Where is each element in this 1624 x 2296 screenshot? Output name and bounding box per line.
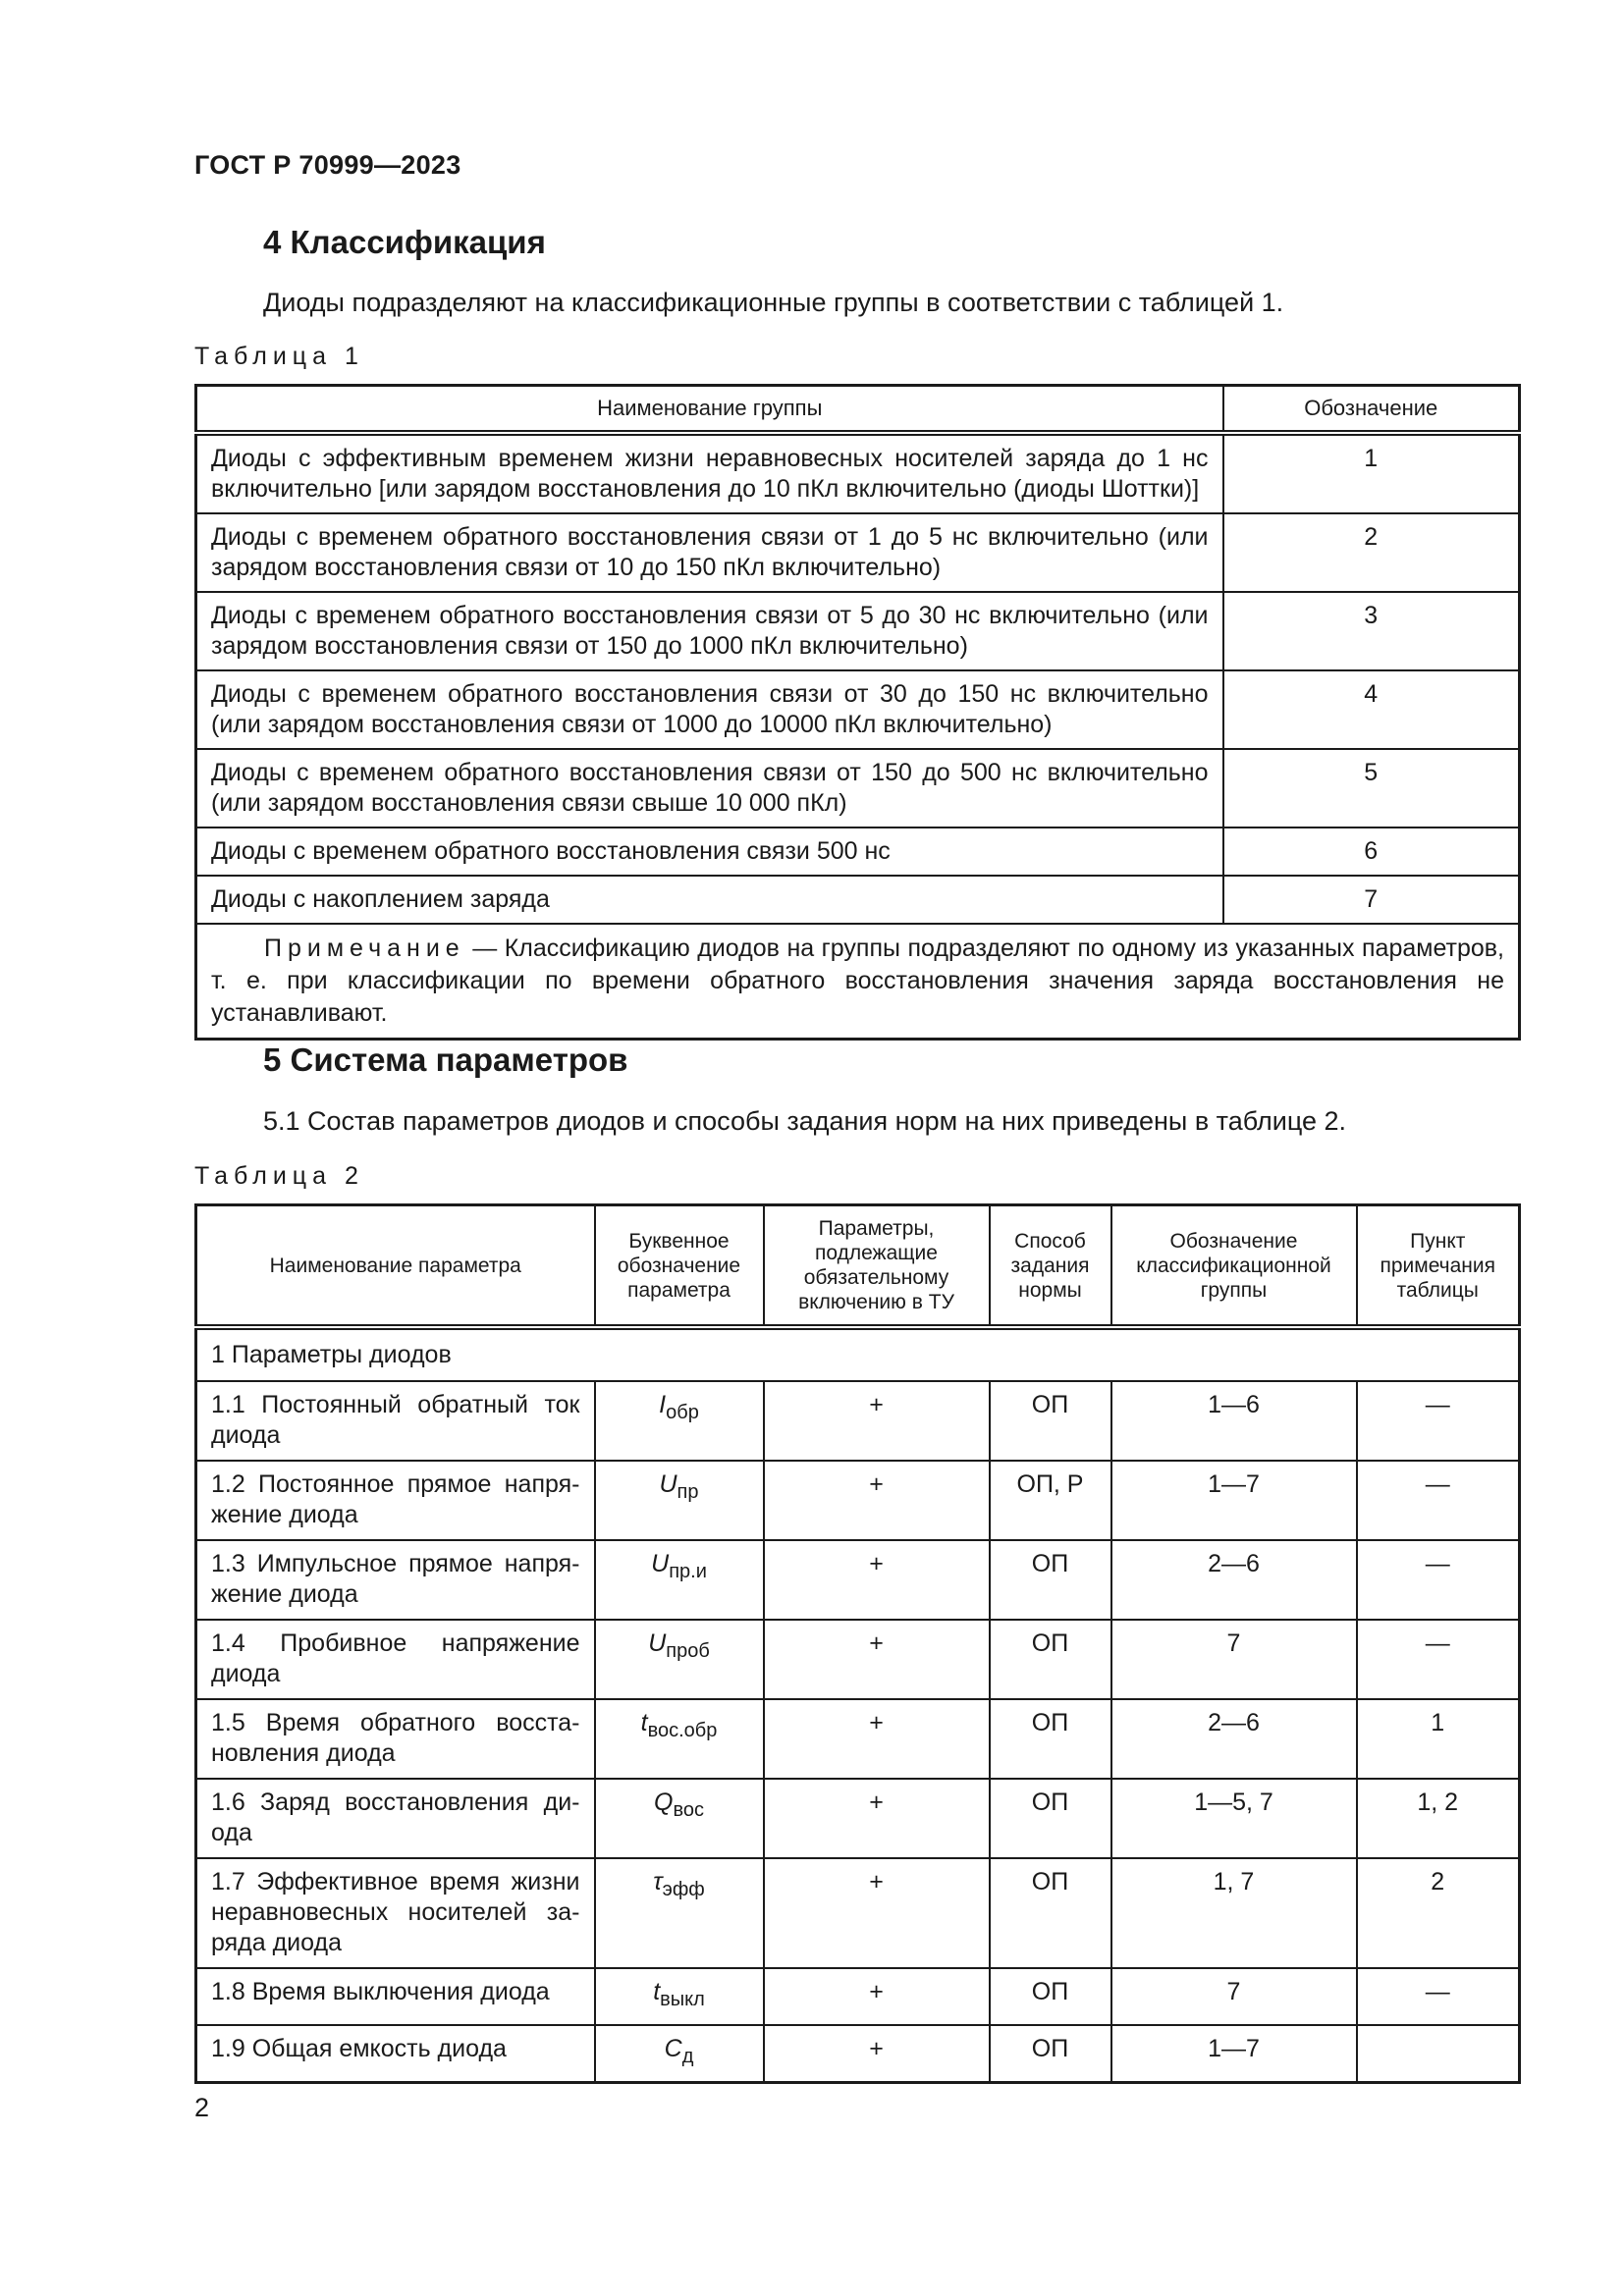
group-code-cell: 7 xyxy=(1223,876,1520,924)
symbol-letter: t xyxy=(653,1978,661,2005)
table-row xyxy=(196,592,1520,670)
method-cell: ОП xyxy=(990,1858,1111,1968)
table-1 xyxy=(194,384,1521,1041)
group-code-cell: 2 xyxy=(1223,513,1520,592)
group-title-cell: 1 Параметры диодов xyxy=(196,1327,1520,1381)
table-row xyxy=(196,1779,1520,1858)
section-5-title: 5 Система параметров xyxy=(263,1041,628,1078)
table-row xyxy=(196,1461,1520,1540)
note-ref-cell: — xyxy=(1357,1968,1520,2025)
section-4-title: 4 Классификация xyxy=(263,224,546,260)
param-symbol-cell xyxy=(595,1858,764,1968)
param-name-cell: 1.4 Пробивное напряжение диода xyxy=(196,1620,595,1699)
required-cell: + xyxy=(764,2025,990,2083)
required-cell: + xyxy=(764,1699,990,1779)
table-row xyxy=(196,876,1520,924)
group-name-cell: Диоды с накоплением заряда xyxy=(196,876,1223,924)
required-cell: + xyxy=(764,1779,990,1858)
group-name-cell: Диоды с временем обратного восстановления связи от 5 до 30 нс включительно (или зарядом восстановления связи от 150 до 1000 пКл включительно) xyxy=(196,592,1223,670)
table-2-header-note: Пункт примечания таблицы xyxy=(1357,1205,1520,1328)
table-row xyxy=(196,828,1520,876)
note-ref-cell xyxy=(1357,2025,1520,2083)
section-4-text: Диоды подразделяют на классификационные группы в соответствии с таблицей 1. xyxy=(263,288,1284,317)
table-row xyxy=(196,1620,1520,1699)
note-ref-cell: — xyxy=(1357,1381,1520,1461)
table-row xyxy=(196,1381,1520,1461)
method-cell: ОП xyxy=(990,1699,1111,1779)
group-name-cell: Диоды с временем обратного восстановления связи 500 нс xyxy=(196,828,1223,876)
groups-cell: 1—5, 7 xyxy=(1111,1779,1357,1858)
required-cell: + xyxy=(764,1858,990,1968)
note-ref-cell: — xyxy=(1357,1540,1520,1620)
note-ref-cell: — xyxy=(1357,1461,1520,1540)
required-cell: + xyxy=(764,1461,990,1540)
method-cell: ОП xyxy=(990,1381,1111,1461)
param-symbol-cell xyxy=(595,1381,764,1461)
symbol-subscript: обр xyxy=(666,1402,699,1423)
required-cell: + xyxy=(764,1620,990,1699)
symbol-letter: U xyxy=(651,1550,670,1577)
table-2-header-groups: Обозначение классификационной группы xyxy=(1111,1205,1357,1328)
table-2-header-method: Способ задания нормы xyxy=(990,1205,1111,1328)
symbol-letter: U xyxy=(659,1470,677,1498)
symbol-letter: C xyxy=(664,2035,682,2062)
method-cell: ОП xyxy=(990,1620,1111,1699)
symbol-subscript: д xyxy=(681,2046,694,2067)
table-1-caption: Таблица 1 xyxy=(194,343,364,370)
page-number: 2 xyxy=(194,2093,210,2122)
required-cell: + xyxy=(764,1540,990,1620)
param-symbol-cell xyxy=(595,1779,764,1858)
param-symbol-cell xyxy=(595,1461,764,1540)
group-code-cell: 4 xyxy=(1223,670,1520,749)
param-name-cell: 1.1 Постоянный обратный ток диода xyxy=(196,1381,595,1461)
groups-cell: 2—6 xyxy=(1111,1540,1357,1620)
note-label: Примечание xyxy=(264,934,465,962)
table-2-header-symbol: Буквенное обозначение параметра xyxy=(595,1205,764,1328)
param-symbol-cell xyxy=(595,1699,764,1779)
param-name-cell: 1.7 Эффективное время жизни неравновесных носителей заряда диода xyxy=(196,1858,595,1968)
method-cell: ОП xyxy=(990,2025,1111,2083)
param-name-cell: 1.5 Время обратного восстановления диода xyxy=(196,1699,595,1779)
symbol-letter: U xyxy=(648,1629,667,1657)
table-row xyxy=(196,1699,1520,1779)
method-cell: ОП xyxy=(990,1968,1111,2025)
symbol-letter: Q xyxy=(654,1789,674,1816)
table-row xyxy=(196,1540,1520,1620)
table-group-row xyxy=(196,1327,1520,1381)
table-1-header-group-name: Наименование группы xyxy=(196,386,1223,434)
method-cell: ОП xyxy=(990,1540,1111,1620)
param-symbol-cell xyxy=(595,2025,764,2083)
required-cell: + xyxy=(764,1381,990,1461)
param-name-cell: 1.2 Постоянное прямое напряжение диода xyxy=(196,1461,595,1540)
note-ref-cell: 1 xyxy=(1357,1699,1520,1779)
group-name-cell: Диоды с эффективным временем жизни неравновесных носителей заряда до 1 нс включительно [или зарядом восстановления до 10 пКл включительно (диоды Шоттки)] xyxy=(196,433,1223,513)
param-name-cell: 1.3 Импульсное прямое напряжение диода xyxy=(196,1540,595,1620)
group-code-cell: 1 xyxy=(1223,433,1520,513)
param-symbol-cell xyxy=(595,1620,764,1699)
groups-cell: 2—6 xyxy=(1111,1699,1357,1779)
group-code-cell: 6 xyxy=(1223,828,1520,876)
table-1-header-code: Обозначение xyxy=(1223,386,1520,434)
table-row xyxy=(196,1968,1520,2025)
groups-cell: 7 xyxy=(1111,1620,1357,1699)
table-row xyxy=(196,749,1520,828)
symbol-subscript: проб xyxy=(666,1640,710,1662)
groups-cell: 1—7 xyxy=(1111,1461,1357,1540)
standard-designation: ГОСТ Р 70999—2023 xyxy=(194,150,461,180)
table-2 xyxy=(194,1203,1521,2084)
groups-cell: 1—7 xyxy=(1111,2025,1357,2083)
groups-cell: 1, 7 xyxy=(1111,1858,1357,1968)
symbol-subscript: вос xyxy=(673,1799,704,1821)
table-row xyxy=(196,2025,1520,2083)
note-ref-cell: 1, 2 xyxy=(1357,1779,1520,1858)
section-5-text: 5.1 Состав параметров диодов и способы задания норм на них приведены в таблице 2. xyxy=(263,1106,1347,1136)
group-name-cell: Диоды с временем обратного восстановления связи от 150 до 500 нс включительно (или зарядом восстановления связи свыше 10 000 пКл) xyxy=(196,749,1223,828)
group-code-cell: 3 xyxy=(1223,592,1520,670)
symbol-subscript: выкл xyxy=(660,1989,705,2010)
method-cell: ОП, Р xyxy=(990,1461,1111,1540)
symbol-letter: τ xyxy=(653,1868,663,1896)
note-ref-cell: 2 xyxy=(1357,1858,1520,1968)
symbol-subscript: пр xyxy=(677,1481,699,1503)
param-symbol-cell xyxy=(595,1540,764,1620)
symbol-subscript: вос.обр xyxy=(647,1720,718,1741)
table-1-note xyxy=(196,924,1520,1040)
symbol-subscript: пр.и xyxy=(669,1561,707,1582)
note-text: — Классификацию диодов на группы подразделяют по одному из указанных параметров, т. е. при классификации по времени обратного восстановления значения заряда восстановления не устанавливают. xyxy=(211,934,1504,1027)
groups-cell: 1—6 xyxy=(1111,1381,1357,1461)
group-name-cell: Диоды с временем обратного восстановления связи от 1 до 5 нс включительно (или зарядом восстановления связи от 10 до 150 пКл включительно) xyxy=(196,513,1223,592)
symbol-subscript: эфф xyxy=(662,1879,705,1900)
group-name-cell: Диоды с временем обратного восстановления связи от 30 до 150 нс включительно (или зарядом восстановления связи от 1000 до 10000 пКл включительно) xyxy=(196,670,1223,749)
param-name-cell: 1.9 Общая емкость диода xyxy=(196,2025,595,2083)
symbol-letter: I xyxy=(659,1391,667,1418)
table-row xyxy=(196,1858,1520,1968)
method-cell: ОП xyxy=(990,1779,1111,1858)
table-row xyxy=(196,433,1520,513)
note-ref-cell: — xyxy=(1357,1620,1520,1699)
group-code-cell: 5 xyxy=(1223,749,1520,828)
symbol-letter: t xyxy=(640,1709,648,1736)
param-name-cell: 1.6 Заряд восстановления диода xyxy=(196,1779,595,1858)
table-row xyxy=(196,513,1520,592)
table-row xyxy=(196,670,1520,749)
param-symbol-cell xyxy=(595,1968,764,2025)
param-name-cell: 1.8 Время выключения диода xyxy=(196,1968,595,2025)
table-2-header-param-name: Наименование параметра xyxy=(196,1205,595,1328)
table-2-header-required: Параметры, подлежащие обязательному включению в ТУ xyxy=(764,1205,990,1328)
table-note-row xyxy=(196,924,1520,1040)
table-2-caption: Таблица 2 xyxy=(194,1162,364,1190)
required-cell: + xyxy=(764,1968,990,2025)
groups-cell: 7 xyxy=(1111,1968,1357,2025)
